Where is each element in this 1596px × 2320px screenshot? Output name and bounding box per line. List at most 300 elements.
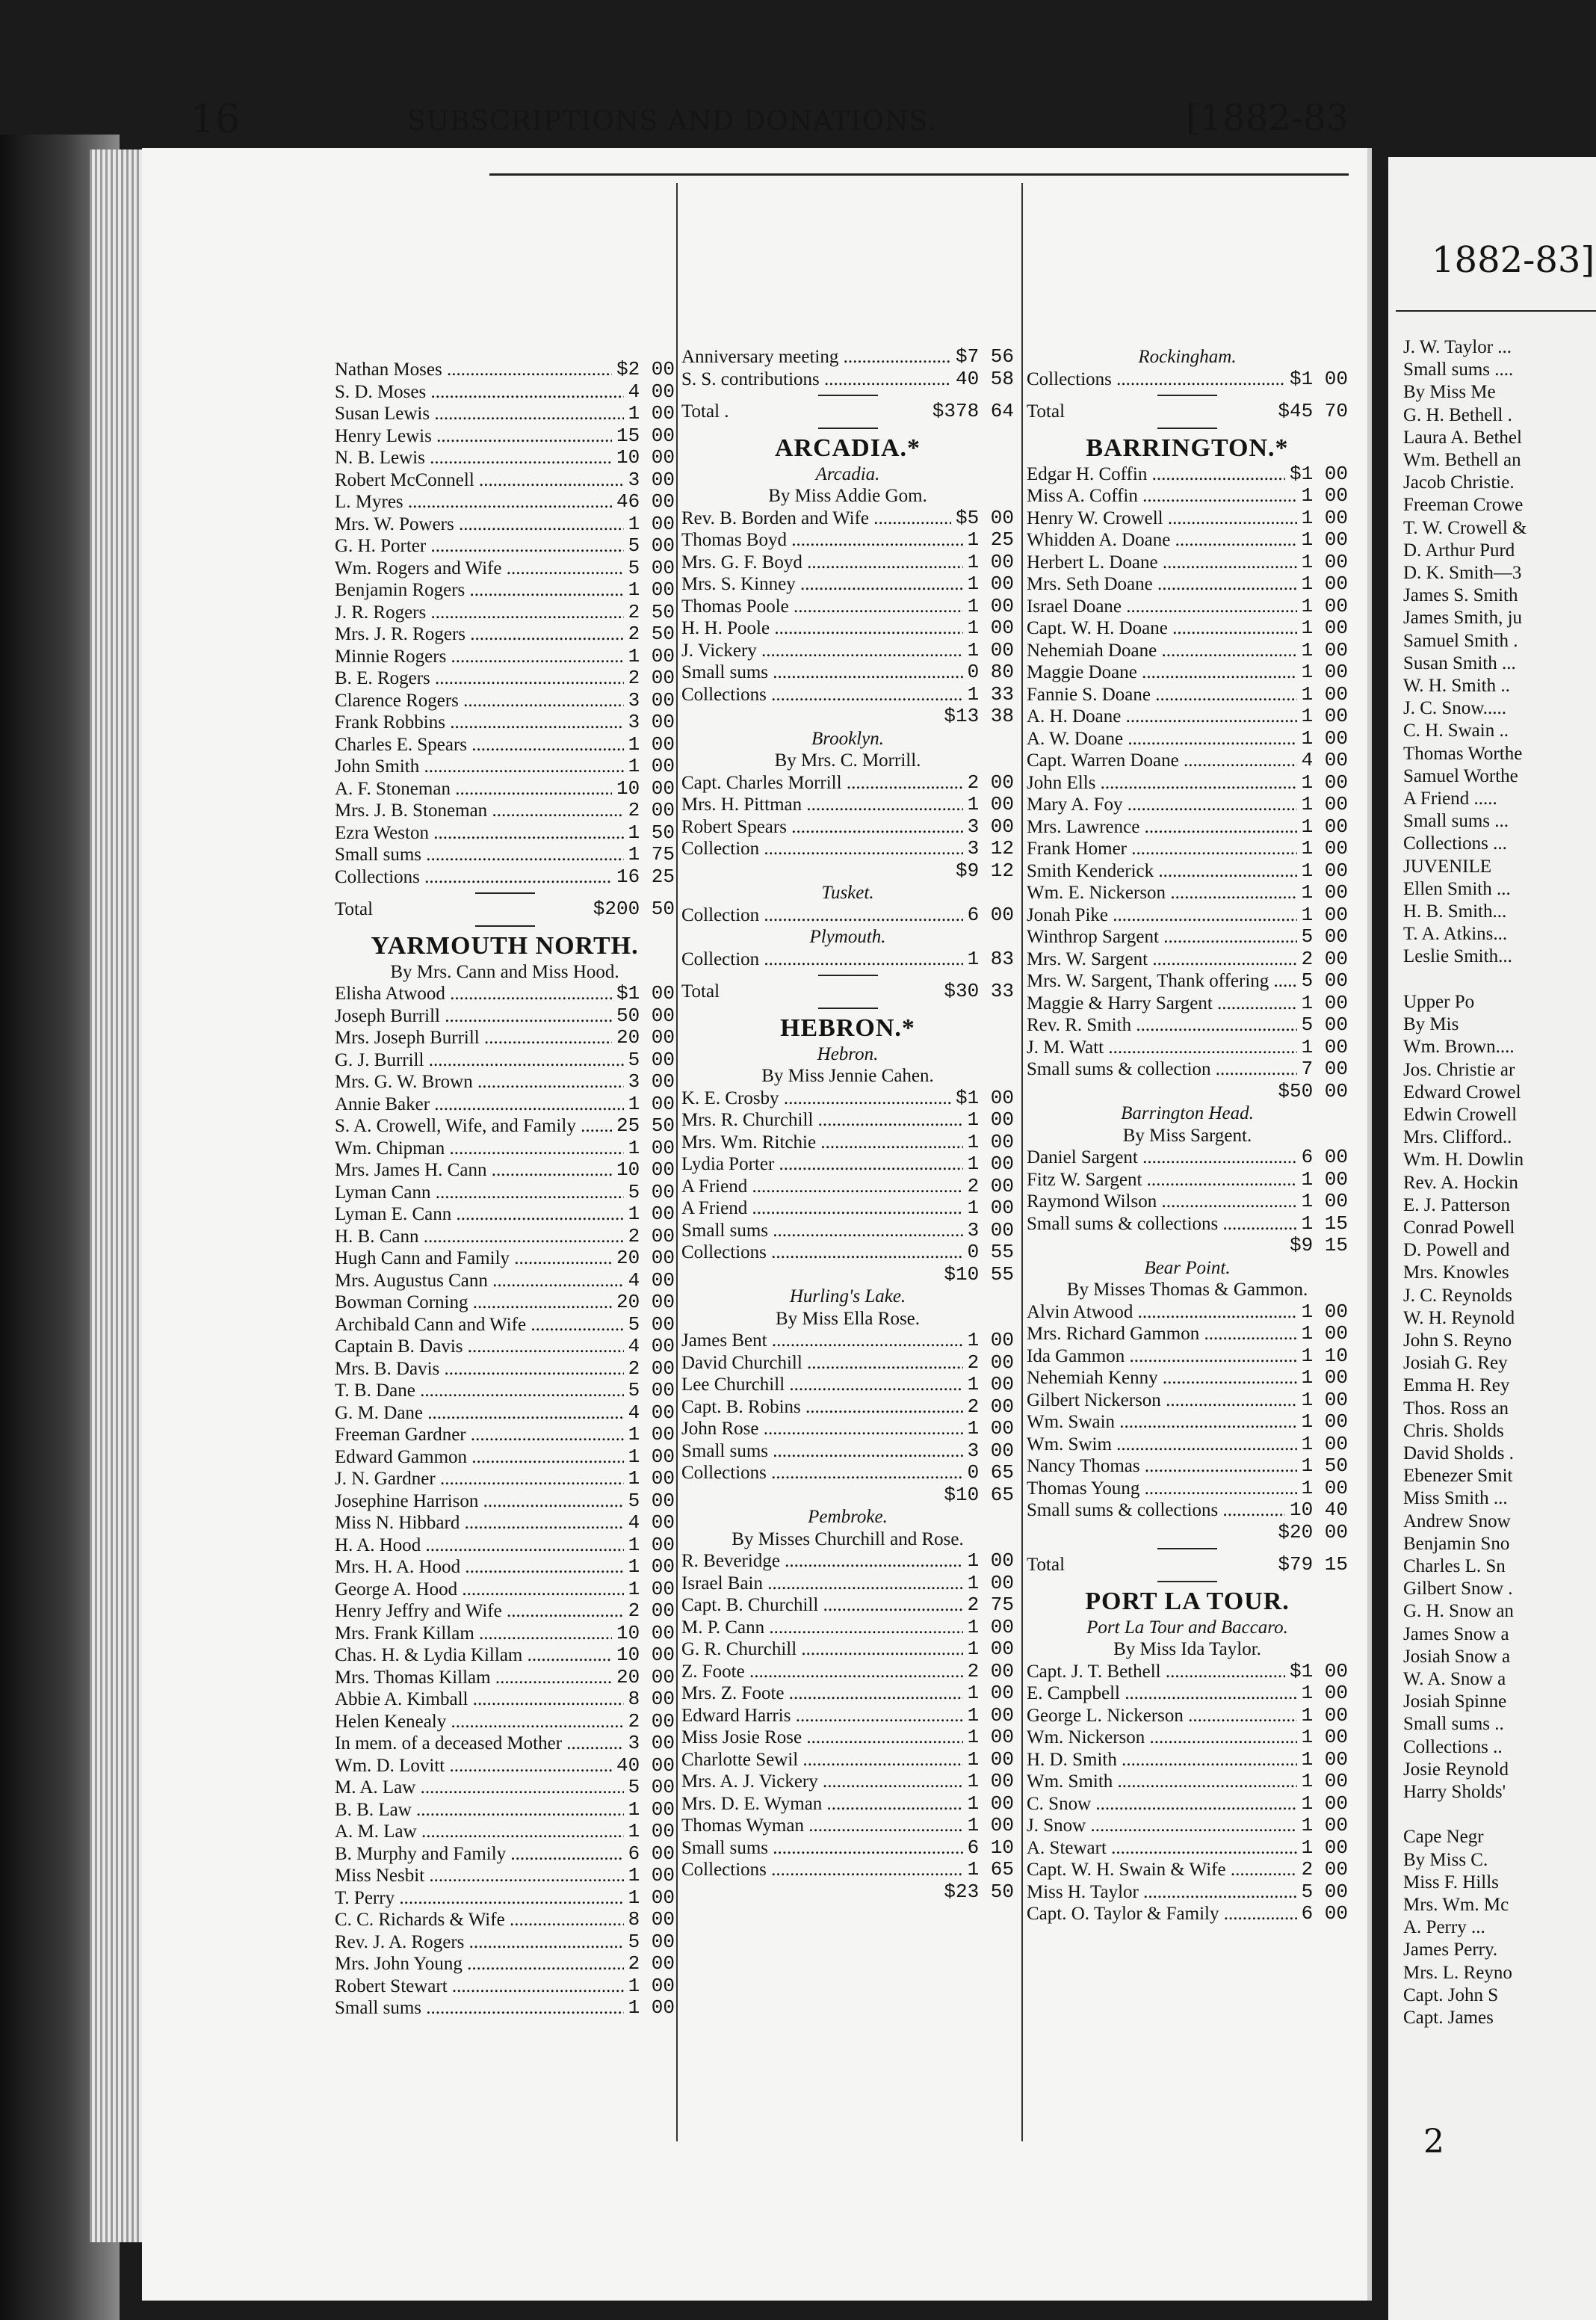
- right-page-line: Small sums ...: [1403, 811, 1509, 832]
- right-page-line: Ebenezer Smit: [1403, 1466, 1513, 1487]
- entry-row: [335, 1005, 675, 1028]
- entry-row: [335, 1115, 675, 1138]
- entry-amount: 1 10: [1301, 1344, 1348, 1367]
- right-page-line: Mrs. Clifford..: [1403, 1127, 1512, 1148]
- entry-name: L. Myres .....: [335, 491, 612, 513]
- entry-name: Mrs. R. Churchill .....: [681, 1109, 963, 1132]
- entry-name: A Friend .....: [681, 1197, 963, 1220]
- entry-name: Benjamin Rogers .....: [335, 579, 624, 602]
- right-page-line: Edwin Crowell: [1403, 1104, 1518, 1125]
- entry-amount: 1 33: [967, 682, 1014, 706]
- entry-name: Miss Josie Rose .....: [681, 1727, 963, 1749]
- entry-row: [1027, 485, 1348, 508]
- section-subtitle: Rockingham.: [1138, 347, 1237, 367]
- entry-amount: 1 00: [967, 1153, 1014, 1175]
- entry-name: Edgar H. Coffin .....: [1027, 463, 1285, 486]
- entry-amount: 1 00: [1301, 506, 1348, 529]
- entry-name: Mrs. Joseph Burrill .....: [335, 1027, 612, 1049]
- entry-name: Wm. Swain .....: [1027, 1411, 1297, 1434]
- right-page-line: James S. Smith: [1403, 585, 1518, 606]
- entry-row: [681, 1241, 1014, 1264]
- entry-row: [1027, 948, 1348, 971]
- entry-amount: 10 00: [616, 777, 675, 800]
- column-2: [681, 346, 1014, 1903]
- right-page-line: Miss Smith ...: [1403, 1488, 1508, 1509]
- right-page-line: Upper Po: [1403, 991, 1475, 1012]
- entry-row: [681, 1440, 1014, 1463]
- entry-row: [1027, 706, 1348, 728]
- entry-amount: 40 58: [955, 367, 1014, 390]
- entry-amount: 1 00: [967, 1770, 1014, 1792]
- entry-row: [335, 1975, 675, 1998]
- entry-name: Capt. B. Robins .....: [681, 1396, 963, 1419]
- entry-amount: 1 00: [628, 755, 675, 777]
- entry-row: [335, 1755, 675, 1777]
- section-sum: $13 38: [944, 705, 1014, 727]
- entry-name: Wm. Swim .....: [1027, 1434, 1297, 1456]
- right-page-line: Cape Negr: [1403, 1827, 1484, 1848]
- page-edges: [90, 149, 142, 2242]
- entry-row: [681, 1815, 1014, 1837]
- entry-amount: 1 00: [967, 1571, 1014, 1594]
- entry-amount: 3 00: [628, 1070, 675, 1093]
- entry-row: [335, 778, 675, 800]
- entry-row: [1027, 1478, 1348, 1500]
- right-page-line: JUVENILE: [1403, 856, 1492, 877]
- entry-name: Mrs. Lawrence .....: [1027, 816, 1297, 839]
- entry-amount: 1 00: [1301, 859, 1348, 882]
- right-page-line: Mrs. Knowles: [1403, 1262, 1509, 1283]
- entry-row: [335, 491, 675, 513]
- entry-row: [681, 684, 1014, 706]
- entry-name: Susan Lewis .....: [335, 403, 624, 425]
- entry-name: Mrs. Seth Doane .....: [1027, 573, 1297, 596]
- entry-row: [335, 1711, 675, 1733]
- entry-amount: 1 00: [967, 1373, 1014, 1395]
- right-page-line: Jacob Christie.: [1403, 472, 1515, 493]
- entry-row: [1027, 617, 1348, 640]
- entry-name: Mrs. Frank Killam .....: [335, 1623, 612, 1645]
- right-page-line: T. A. Atkins...: [1403, 924, 1508, 945]
- separator-rule: [1157, 1581, 1217, 1582]
- entry-row: [1027, 882, 1348, 904]
- entry-name: H. A. Hood .....: [335, 1534, 624, 1557]
- section-sum: $9 15: [1289, 1234, 1348, 1256]
- entry-name: Mrs. B. Davis .....: [335, 1358, 624, 1380]
- section-sum: $23 50: [944, 1880, 1014, 1903]
- entry-name: Mrs. G. W. Brown .....: [335, 1071, 624, 1093]
- entry-row: [335, 1997, 675, 2020]
- entry-amount: 1 00: [628, 1467, 675, 1490]
- entry-amount: 2 00: [628, 1952, 675, 1975]
- entry-row: [335, 425, 675, 448]
- right-page-line: Collections ...: [1403, 833, 1507, 854]
- entry-row: [681, 1220, 1014, 1242]
- entry-row: [681, 1837, 1014, 1860]
- section-by: By Miss Sargent.: [1122, 1125, 1252, 1146]
- entry-amount: 1 00: [1301, 484, 1348, 507]
- entry-amount: 1 25: [967, 528, 1014, 551]
- entry-name: Israel Doane .....: [1027, 596, 1297, 618]
- entry-amount: 1 00: [1301, 1432, 1348, 1455]
- entry-row: [681, 1727, 1014, 1749]
- entry-amount: 1 00: [1301, 682, 1348, 706]
- right-page-line: Benjamin Sno: [1403, 1533, 1510, 1554]
- entry-amount: 1 00: [628, 1203, 675, 1225]
- entry-amount: 3 00: [628, 468, 675, 491]
- entry-amount: 2 00: [967, 1395, 1014, 1418]
- entry-amount: 1 00: [628, 1798, 675, 1821]
- entry-name: M. P. Cann .....: [681, 1617, 963, 1639]
- entry-amount: 5 00: [628, 1776, 675, 1798]
- page-title: SUBSCRIPTIONS AND DONATIONS.: [407, 106, 937, 137]
- entry-amount: 1 00: [967, 594, 1014, 617]
- entry-row: [681, 816, 1014, 839]
- entry-name: Small sums .....: [681, 1220, 963, 1242]
- entry-row: [335, 690, 675, 712]
- entry-amount: 1 00: [967, 1726, 1014, 1748]
- entry-name: Minnie Rogers .....: [335, 646, 624, 668]
- section-subtitle: Tusket.: [821, 883, 874, 903]
- entry-name: Thomas Young .....: [1027, 1478, 1297, 1500]
- entry-name: Nathan Moses .....: [335, 359, 612, 381]
- entry-row: [681, 640, 1014, 662]
- entry-name: George A. Hood .....: [335, 1579, 624, 1601]
- entry-name: T. Perry .....: [335, 1887, 624, 1910]
- entry-name: A Friend .....: [681, 1176, 963, 1198]
- right-page-line: Wm. Brown....: [1403, 1037, 1515, 1058]
- entry-row: [335, 1071, 675, 1093]
- entry-amount: 1 00: [1301, 771, 1348, 794]
- entry-row: [335, 667, 675, 690]
- entry-name: Mrs. D. E. Wyman .....: [681, 1793, 963, 1815]
- entry-row: [335, 381, 675, 404]
- entry-amount: 4 00: [628, 1511, 675, 1534]
- section-sum: $10 65: [944, 1483, 1014, 1506]
- section-title: ARCADIA.*: [774, 434, 921, 462]
- entry-name: Wm. Nickerson .....: [1027, 1727, 1297, 1749]
- page-number: 16: [191, 97, 241, 142]
- entry-row: [681, 552, 1014, 574]
- section-sum: $10 55: [944, 1262, 1014, 1286]
- right-page-line: By Miss Me: [1403, 382, 1496, 403]
- entry-row: [1027, 904, 1348, 927]
- entry-amount: 1 00: [628, 644, 675, 667]
- entry-amount: 20 00: [616, 1291, 675, 1313]
- entry-amount: 2 00: [628, 799, 675, 821]
- entry-row: [335, 1644, 675, 1667]
- entry-name: Robert McConnell .....: [335, 469, 624, 492]
- right-page-line: Samuel Smith .: [1403, 630, 1518, 651]
- entry-row: [335, 1579, 675, 1601]
- entry-amount: 1 00: [1301, 793, 1348, 815]
- entry-name: Thomas Poole .....: [681, 596, 963, 618]
- entry-row: [681, 948, 1014, 971]
- entry-row: [1027, 1815, 1348, 1837]
- section-by: By Misses Thomas & Gammon.: [1066, 1280, 1308, 1300]
- entry-amount: 2 00: [628, 667, 675, 689]
- entry-amount: 2 00: [628, 1599, 675, 1622]
- total-label: Total: [1027, 401, 1065, 422]
- right-page-line: Edward Crowel: [1403, 1082, 1521, 1102]
- entry-row: [335, 1159, 675, 1182]
- entry-name: Joseph Burrill .....: [335, 1005, 612, 1028]
- entry-name: Freeman Gardner .....: [335, 1424, 624, 1446]
- entry-name: S. D. Moses .....: [335, 381, 624, 404]
- entry-amount: 7 00: [1301, 1058, 1348, 1080]
- right-page-line: Leslie Smith...: [1403, 946, 1512, 967]
- entry-amount: 4 00: [1301, 749, 1348, 771]
- right-page-line: By Mis: [1403, 1014, 1459, 1035]
- entry-row: [681, 368, 1014, 391]
- entry-row: [1027, 1727, 1348, 1749]
- entry-row: [681, 1573, 1014, 1595]
- entry-amount: 40 00: [616, 1753, 675, 1777]
- entry-name: Winthrop Sargent .....: [1027, 926, 1297, 948]
- entry-amount: 1 00: [628, 1864, 675, 1886]
- entry-row: [335, 800, 675, 822]
- entry-name: Henry Jeffry and Wife .....: [335, 1600, 624, 1623]
- separator-rule: [1157, 428, 1217, 429]
- entry-amount: 1 00: [967, 1130, 1014, 1153]
- column-rule-1: [676, 183, 678, 2141]
- entry-amount: $5 00: [955, 506, 1014, 529]
- entry-amount: 10 40: [1289, 1499, 1348, 1521]
- entry-row: [335, 983, 675, 1005]
- entry-amount: 1 00: [967, 617, 1014, 639]
- entry-row: [335, 1887, 675, 1910]
- entry-row: [335, 1270, 675, 1292]
- entry-row: [1027, 640, 1348, 662]
- entry-name: George L. Nickerson .....: [1027, 1705, 1297, 1727]
- entry-row: [335, 1424, 675, 1446]
- entry-amount: 1 00: [1301, 617, 1348, 639]
- entry-name: G. M. Dane .....: [335, 1402, 624, 1425]
- column-rule-2: [1021, 183, 1023, 2141]
- right-page-line: Josiah Snow a: [1403, 1646, 1511, 1667]
- section-by: By Misses Churchill and Rose.: [732, 1528, 964, 1549]
- entry-amount: 1 00: [628, 1092, 675, 1115]
- entry-row: [1027, 1749, 1348, 1771]
- entry-amount: 1 50: [1301, 1454, 1348, 1477]
- entry-row: [681, 1153, 1014, 1176]
- entry-amount: 10 00: [616, 1621, 675, 1644]
- entry-amount: 1 00: [967, 1792, 1014, 1815]
- entry-name: J. Snow .....: [1027, 1815, 1297, 1837]
- entry-amount: 10 00: [616, 1644, 675, 1666]
- entry-row: [335, 1600, 675, 1623]
- entry-name: Gilbert Nickerson .....: [1027, 1389, 1297, 1412]
- entry-row: [1027, 1837, 1348, 1860]
- entry-row: [681, 1418, 1014, 1440]
- entry-row: [1027, 1661, 1348, 1683]
- entry-row: [681, 1771, 1014, 1793]
- entry-name: Josephine Harrison .....: [335, 1490, 624, 1513]
- entry-amount: 1 00: [967, 1329, 1014, 1351]
- entry-amount: 1 50: [628, 821, 675, 844]
- entry-row: [681, 838, 1014, 860]
- entry-row: [335, 359, 675, 381]
- separator-rule: [475, 925, 535, 927]
- entry-amount: 1 15: [1301, 1212, 1348, 1235]
- entry-name: Collections .....: [681, 1462, 963, 1484]
- entry-name: Captain B. Davis .....: [335, 1336, 624, 1358]
- entry-amount: 1 00: [967, 1814, 1014, 1836]
- entry-row: [1027, 794, 1348, 816]
- entry-name: Small sums & collections .....: [1027, 1499, 1285, 1522]
- entry-amount: $1 00: [955, 1086, 1014, 1109]
- column-3: [1027, 346, 1348, 1925]
- entry-name: S. S. contributions .....: [681, 368, 951, 391]
- total-line: [681, 401, 1014, 423]
- entry-amount: 1 00: [1301, 528, 1348, 551]
- entry-amount: 1 00: [628, 732, 675, 756]
- entry-amount: 20 00: [616, 1247, 675, 1269]
- entry-amount: $1 00: [1289, 1659, 1348, 1682]
- section-by: By Mrs. Cann and Miss Hood.: [390, 961, 619, 982]
- entry-row: [681, 1594, 1014, 1617]
- entry-name: Capt. O. Taylor & Family .....: [1027, 1903, 1297, 1925]
- right-page-line: Wm. Bethell an: [1403, 450, 1521, 471]
- entry-name: B. Murphy and Family .....: [335, 1843, 624, 1866]
- entry-row: [681, 529, 1014, 552]
- entry-name: Small sums & collection .....: [1027, 1058, 1297, 1081]
- entry-name: Collections .....: [681, 684, 963, 706]
- entry-row: [681, 573, 1014, 596]
- entry-row: [681, 1462, 1014, 1484]
- entry-name: Israel Bain .....: [681, 1573, 963, 1595]
- entry-row: [335, 1799, 675, 1821]
- entry-row: [1027, 926, 1348, 948]
- right-page-line: Rev. A. Hockin: [1403, 1172, 1518, 1193]
- right-page-line: Harry Sholds': [1403, 1782, 1506, 1802]
- entry-row: [681, 1330, 1014, 1352]
- entry-name: A. Stewart .....: [1027, 1837, 1297, 1860]
- right-page-line: J. W. Taylor ...: [1403, 337, 1512, 357]
- entry-name: Edward Gammon .....: [335, 1446, 624, 1469]
- right-page-line: E. J. Patterson: [1403, 1194, 1511, 1215]
- entry-name: A. W. Doane .....: [1027, 728, 1297, 750]
- right-page-line: Wm. H. Dowlin: [1403, 1150, 1524, 1170]
- entry-name: Bowman Corning .....: [335, 1292, 612, 1314]
- total-amount: $45 70: [1278, 400, 1348, 422]
- entry-amount: 0 55: [967, 1241, 1014, 1263]
- entry-amount: 2 75: [967, 1594, 1014, 1616]
- entry-row: [1027, 573, 1348, 596]
- right-page-line: James Snow a: [1403, 1623, 1509, 1644]
- page-year: [1882-83: [1185, 97, 1349, 139]
- entry-name: Collection .....: [681, 904, 963, 927]
- entry-row: [1027, 1903, 1348, 1925]
- entry-amount: 1 00: [1301, 594, 1348, 617]
- entry-row: [681, 661, 1014, 684]
- entry-amount: 2 00: [967, 1174, 1014, 1197]
- signature-mark: 2: [1423, 2123, 1444, 2161]
- entry-name: Clarence Rogers .....: [335, 690, 624, 712]
- entry-row: [1027, 1881, 1348, 1904]
- entry-amount: 1 00: [967, 1417, 1014, 1440]
- entry-name: Mrs. H. Pittman .....: [681, 794, 963, 816]
- section-subtitle: Arcadia.: [815, 463, 880, 484]
- entry-name: Small sums .....: [681, 661, 963, 684]
- entry-name: Mrs. Wm. Ritchie .....: [681, 1132, 963, 1154]
- entry-amount: 5 00: [628, 534, 675, 557]
- entry-row: [335, 1843, 675, 1866]
- entry-name: Mrs. W. Powers .....: [335, 513, 624, 536]
- entry-name: Mrs. Richard Gammon .....: [1027, 1323, 1297, 1345]
- right-page-line: Gilbert Snow .: [1403, 1579, 1513, 1599]
- right-page-line: Laura A. Bethel: [1403, 427, 1522, 448]
- entry-amount: 1 00: [628, 1974, 675, 1997]
- entry-row: [335, 1623, 675, 1645]
- entry-name: Miss Nesbit .....: [335, 1865, 624, 1887]
- entry-name: Ida Gammon .....: [1027, 1345, 1297, 1368]
- page-header: [191, 97, 1356, 157]
- entry-name: Frank Robbins .....: [335, 712, 624, 734]
- entry-amount: 1 00: [967, 1197, 1014, 1219]
- entry-row: [681, 1374, 1014, 1396]
- entry-amount: 2 00: [967, 771, 1014, 794]
- entry-row: [1027, 1345, 1348, 1368]
- entry-name: Capt. W. H. Swain & Wife .....: [1027, 1859, 1297, 1881]
- right-page-line: W. A. Snow a: [1403, 1668, 1506, 1689]
- entry-name: C. Snow .....: [1027, 1793, 1297, 1815]
- entry-row: [681, 596, 1014, 618]
- entry-name: Small sums & collections .....: [1027, 1213, 1297, 1235]
- entry-name: G. H. Porter .....: [335, 535, 624, 558]
- entry-row: [335, 646, 675, 668]
- separator-rule: [818, 975, 878, 976]
- entry-name: Mrs. J. R. Rogers .....: [335, 623, 624, 646]
- entry-row: [1027, 750, 1348, 772]
- total-label: Total: [1027, 1555, 1065, 1575]
- entry-amount: 1 00: [628, 1886, 675, 1909]
- section-subtitle: Brooklyn.: [811, 728, 884, 749]
- entry-amount: 2 00: [628, 1709, 675, 1733]
- entry-name: Collections .....: [335, 866, 612, 889]
- right-page-line: H. B. Smith...: [1403, 901, 1507, 922]
- entry-row: [681, 1109, 1014, 1132]
- entry-amount: 2 00: [967, 1351, 1014, 1374]
- entry-name: Robert Spears .....: [681, 816, 963, 839]
- entry-name: Mrs. W. Sargent, Thank offering .....: [1027, 970, 1297, 993]
- entry-name: H. H. Poole .....: [681, 617, 963, 640]
- entry-amount: 4 00: [628, 380, 675, 403]
- entry-name: Rev. B. Borden and Wife .....: [681, 508, 951, 530]
- entry-name: Nehemiah Doane .....: [1027, 640, 1297, 662]
- entry-row: [1027, 1367, 1348, 1389]
- entry-amount: 3 12: [967, 837, 1014, 860]
- entry-name: In mem. of a deceased Mother .....: [335, 1733, 624, 1755]
- entry-amount: 5 00: [628, 1489, 675, 1512]
- right-page-line: Charles L. Sn: [1403, 1555, 1506, 1576]
- entry-amount: 2 00: [628, 1357, 675, 1380]
- section-title: YARMOUTH NORTH.: [371, 931, 639, 960]
- entry-amount: 1 83: [967, 947, 1014, 970]
- entry-amount: 5 00: [1301, 1880, 1348, 1903]
- entry-amount: 20 00: [616, 1665, 675, 1688]
- entry-row: [335, 1777, 675, 1799]
- right-page-line: James Smith, ju: [1403, 608, 1523, 629]
- section-subtitle: Bear Point.: [1144, 1257, 1231, 1278]
- entry-name: Lyman Cann .....: [335, 1182, 624, 1204]
- entry-amount: 3 00: [628, 1732, 675, 1754]
- entry-amount: 1 00: [628, 1423, 675, 1446]
- entry-amount: 1 00: [1301, 1167, 1348, 1191]
- total-label: Total .: [681, 401, 729, 422]
- entry-row: [335, 1865, 675, 1887]
- right-page-line: Josiah Spinne: [1403, 1691, 1507, 1712]
